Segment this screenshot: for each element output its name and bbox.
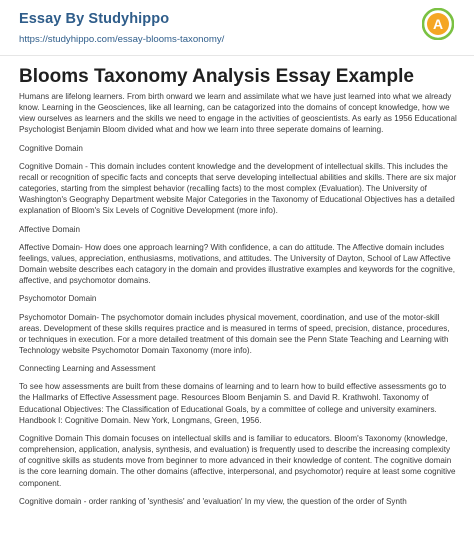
cognitive-domain-paragraph: Cognitive Domain - This domain includes content knowledge and the development of intellectual skills. This includes the recall or recognition of specific facts and concepts that serve developing intellectual abilities and skills. There are six major categories, starting from the simplest behavior (recalling facts) to the most complex (Evaluation). The University of Washington's Geography Department website Major Categories in the Taxonomy of Educational Objectives has a detailed explanation of Bloom's Six Levels of Cognitive Development (more info).: [19, 161, 457, 216]
article: [19, 65, 457, 514]
psychomotor-domain-paragraph: Psychomotor Domain- The psychomotor domain includes physical movement, coordination, and use of the motor-skill areas. Development of these skills requires practice and is measured in terms of speed, precision, distance, procedures, or techniques in execution. For a more detailed treatment of this domain see the Penn State Teaching and Learning with Technology website Psychomotor Domain Taxonomy (more info).: [19, 312, 450, 355]
studyhippo-logo-icon[interactable]: [422, 8, 454, 40]
psychomotor-domain-heading: Psychomotor Domain: [19, 294, 97, 304]
article-title: Blooms Taxonomy Analysis Essay Example: [19, 66, 414, 87]
cognitive-domain-heading: Cognitive Domain: [19, 143, 83, 153]
page-url-link[interactable]: https://studyhippo.com/essay-blooms-taxonomy/: [19, 34, 225, 45]
site-header: [0, 0, 474, 56]
affective-domain-paragraph: Affective Domain- How does one approach learning? With confidence, a can do attitude. The Affective domain includes feelings, values, appreciation, enthusiasms, motivations, and attitudes. The University of Dayton, School of Law Affective Domain website describes each catagory in the domain and provides illustrative examples and keywords for the cognitive, affective, and psychomotor domains.: [19, 242, 455, 286]
logo-letter: A: [432, 16, 444, 32]
site-brand-link[interactable]: Essay By Studyhippo: [19, 11, 170, 27]
connecting-learning-paragraph: To see how assessments are built from these domains of learning and to learn how to build effective assessments go to the Hallmarks of Effective Assessment page. Resources Bloom Benjamin S. and David R. Krathwohl. Taxonomy of Educational Objectives: The Classification of Educational Goals, by a committee of college and university examiners. Handbook I: Cognitive Domain. New York, Longmans, Green, 1956.: [19, 382, 447, 425]
intro-paragraph: Humans are lifelong learners. From birth onward we learn and assimilate what we have just learned into what we already know. Learning in the Geosciences, like all learning, can be catagorized into the domains of concept knowledge, how we view ourselves as learners and the skills we need to engage in the activities of geoscientists. As early as 1956 Educational Psychologist Benjamin Bloom divided what and how we learn into three seperate domains of learning.: [19, 92, 457, 135]
header-divider: [0, 55, 474, 56]
cognitive-order-ranking-paragraph: Cognitive domain - order ranking of 'synthesis' and 'evaluation' In my view, the question of the order of Synth: [19, 496, 407, 506]
cognitive-domain-focus-paragraph: Cognitive Domain This domain focuses on intellectual skills and is familiar to educators. Bloom's Taxonomy (knowledge, comprehension, application, analysis, synthesis, and evaluation) is frequently used to describe the increasing complexity of cognitive skills as students move from beginner to more advanced in their knowledge of content. The cognitive domain is the core learning domain. The other domains (affective, interpersonal, and psychomotor) require at least some cognitive component.: [19, 433, 456, 488]
connecting-learning-heading: Connecting Learning and Assessment: [19, 364, 156, 374]
affective-domain-heading: Affective Domain: [19, 224, 81, 234]
